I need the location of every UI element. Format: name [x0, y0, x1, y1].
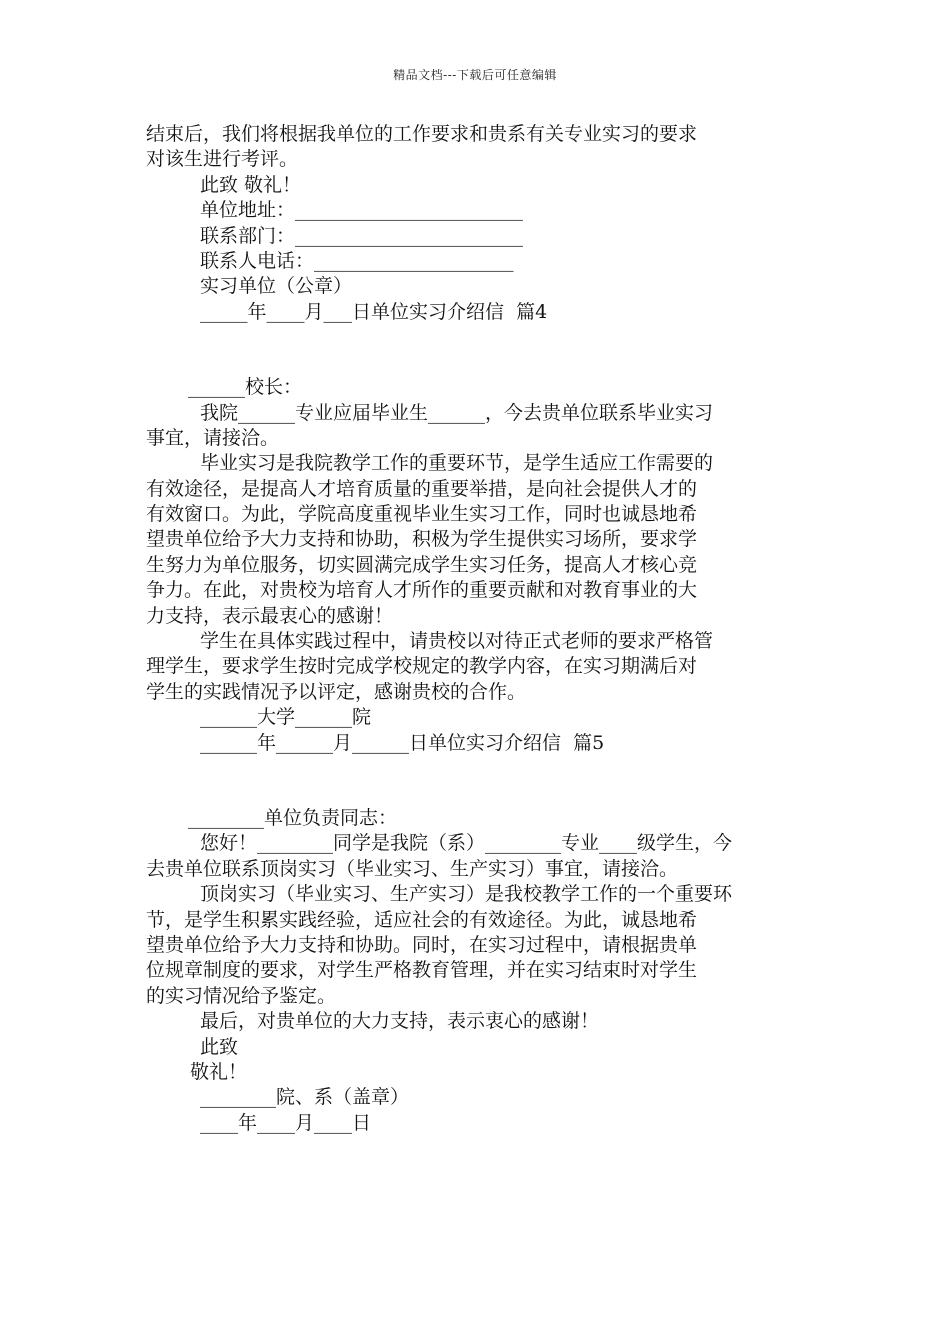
- body-line: 望贵单位给予大力支持和协助，积极为学生提供实习场所，要求学: [146, 528, 698, 551]
- body-line: 事宜，请接洽。: [146, 426, 280, 449]
- body-line: 我院______专业应届毕业生______，今去贵单位联系毕业实习: [200, 401, 714, 424]
- unit-seal-label: 实习单位（公章）: [200, 275, 353, 298]
- spacer: [146, 756, 810, 806]
- body-line: 毕业实习是我院教学工作的重要环节，是学生适应工作需要的: [200, 452, 714, 475]
- body-line: 去贵单位联系顶岗实习（毕业实习、生产实习）事宜，请接洽。: [146, 857, 679, 880]
- greeting-line: ______校长：: [188, 376, 303, 399]
- closing-salutation: 敬礼！: [190, 1060, 248, 1083]
- body-line: 理学生，要求学生按时完成学校规定的教学内容，在实习期满后对: [146, 655, 698, 678]
- body-line: 有效途径，是提高人才培育质量的重要举措，是向社会提供人才的: [146, 477, 698, 500]
- body-line: 对该生进行考评。: [146, 148, 299, 171]
- body-line: 学生在具体实践过程中，请贵校以对待正式老师的要求严格管: [200, 630, 714, 653]
- spacer: [146, 325, 810, 375]
- contact-department-field: 联系部门：________________________: [200, 224, 524, 247]
- date-and-section-title: _____年____月___日单位实习介绍信 篇4: [200, 300, 548, 323]
- date-line: ____年____月____日: [200, 1111, 372, 1134]
- document-body: [146, 122, 810, 1136]
- body-line: 结束后，我们将根据我单位的工作要求和贵系有关专业实习的要求: [146, 123, 698, 145]
- body-line: 学生的实践情况予以评定，感谢贵校的合作。: [146, 680, 527, 703]
- unit-address-field: 单位地址：________________________: [200, 199, 524, 222]
- body-line: 节，是学生积累实践经验，适应社会的有效途径。为此，诚恳地希: [146, 908, 698, 931]
- body-line: 的实习情况给予鉴定。: [146, 984, 337, 1007]
- body-line: 您好！________同学是我院（系）________专业____级学生，今: [200, 832, 733, 855]
- body-line: 望贵单位给予大力支持和协助。同时，在实习过程中，请根据贵单: [146, 933, 698, 956]
- page-header: 精品文档---下载后可任意编辑: [393, 68, 557, 82]
- body-line: 有效窗口。为此，学院高度重视毕业生实习工作，同时也诚恳地希: [146, 503, 698, 526]
- body-line: 位规章制度的要求，对学生严格教育管理，并在实习结束时对学生: [146, 959, 698, 982]
- body-line: 力支持，表示最衷心的感谢！: [146, 604, 394, 627]
- body-line: 顶岗实习（毕业实习、生产实习）是我校教学工作的一个重要环: [200, 883, 733, 906]
- signature-line: ______大学______院: [200, 706, 372, 729]
- body-line: 最后，对贵单位的大力支持，表示衷心的感谢！: [200, 1010, 600, 1033]
- date-and-section-title: ______年______月______日单位实习介绍信 篇5: [200, 731, 605, 754]
- seal-line: ________院、系（盖章）: [200, 1086, 410, 1109]
- closing-salutation: 此致: [200, 1035, 239, 1058]
- contact-phone-field: 联系人电话：_____________________: [200, 249, 514, 272]
- body-line: 争力。在此，对贵校为培育人才所作的重要贡献和对教育事业的大: [146, 579, 698, 602]
- body-line: 生努力为单位服务，切实圆满完成学生实习任务，提高人才核心竞: [146, 553, 698, 576]
- closing-salutation: 此致 敬礼！: [200, 173, 302, 196]
- greeting-line: ________单位负责同志：: [188, 806, 398, 829]
